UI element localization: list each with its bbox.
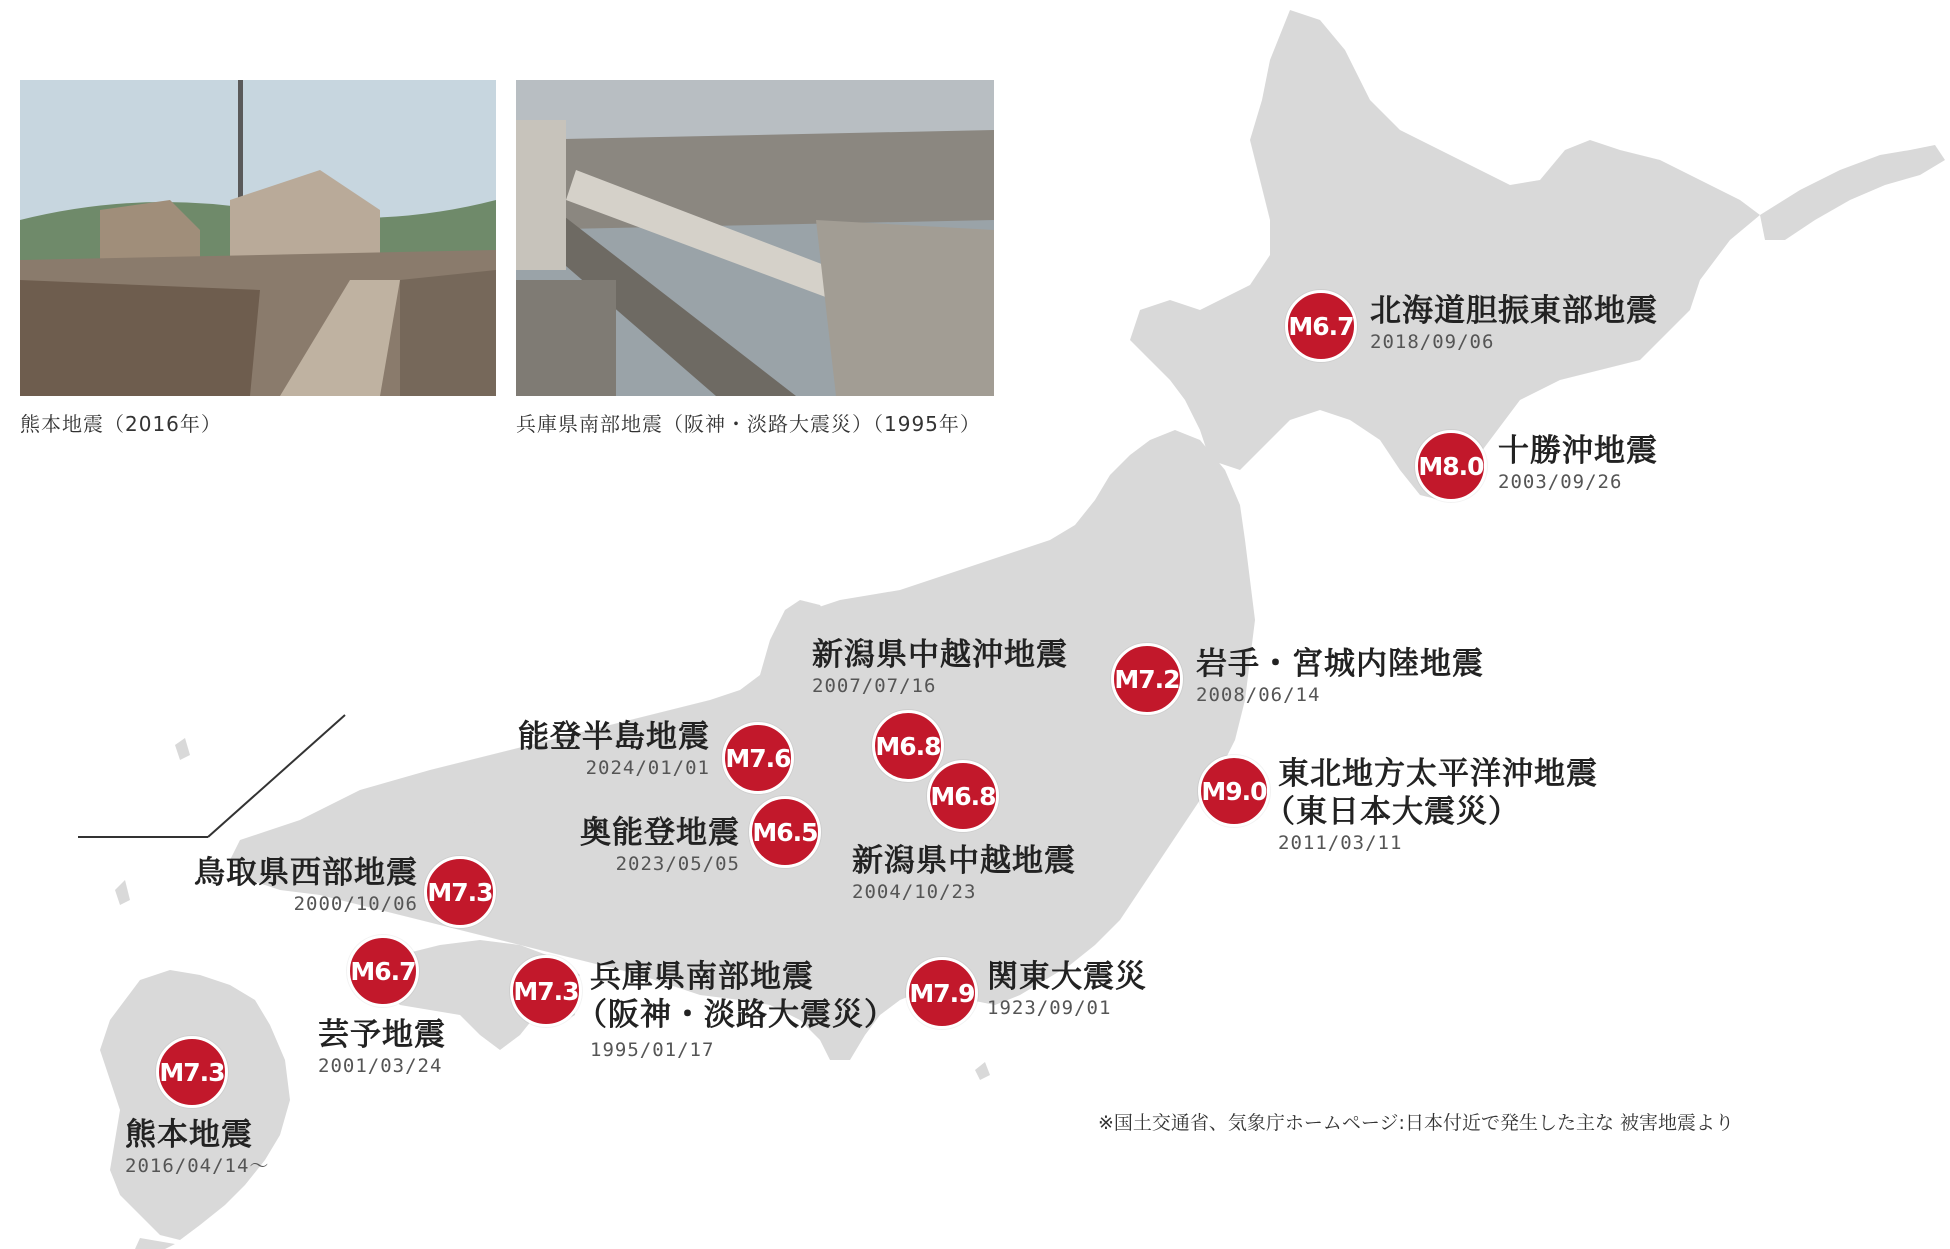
quake-name: 北海道胆振東部地震 xyxy=(1370,293,1658,329)
magnitude-badge-tottori: M7.3 xyxy=(424,856,496,928)
quake-date: 2024/01/01 xyxy=(585,757,710,779)
kumamoto-photo xyxy=(20,80,496,396)
quake-date: 2001/03/24 xyxy=(318,1055,443,1077)
quake-label-okunoto xyxy=(568,814,740,876)
quake-label-kanto xyxy=(987,958,1147,1020)
quake-name: 熊本地震 xyxy=(125,1117,253,1153)
quake-date: 2018/09/06 xyxy=(1370,331,1495,353)
quake-date: 2007/07/16 xyxy=(812,675,937,697)
quake-name: 奥能登地震 xyxy=(580,815,740,851)
quake-name: 岩手・宮城内陸地震 xyxy=(1196,646,1484,682)
quake-date: 1923/09/01 xyxy=(987,997,1112,1019)
source-note: ※国土交通省、気象庁ホームページ:日本付近で発生した主な 被害地震より xyxy=(1098,1112,1734,1134)
magnitude-badge-kumamoto: M7.3 xyxy=(156,1036,228,1108)
quake-label-geiyo xyxy=(318,1016,446,1078)
kumamoto-photo-caption: 熊本地震（2016年） xyxy=(20,412,222,436)
hanshin-photo-caption: 兵庫県南部地震（阪神・淡路大震災）（1995年） xyxy=(516,412,981,436)
quake-name: 関東大震災 xyxy=(987,959,1147,995)
quake-label-chuetsu xyxy=(852,842,1076,904)
magnitude-badge-okunoto: M6.5 xyxy=(749,796,821,868)
quake-date: 2011/03/11 xyxy=(1278,832,1403,854)
quake-date: 2023/05/05 xyxy=(615,853,740,875)
quake-name: 新潟県中越地震 xyxy=(852,843,1076,879)
quake-name: 芸予地震 xyxy=(318,1017,446,1053)
magnitude-badge-tokachi: M8.0 xyxy=(1415,430,1487,502)
magnitude-badge-tohoku: M9.0 xyxy=(1198,755,1270,827)
quake-date: 1995/01/17 xyxy=(590,1039,715,1061)
quake-date: 2016/04/14～ xyxy=(125,1155,270,1177)
quake-date: 2008/06/14 xyxy=(1196,684,1321,706)
quake-name-alt: （阪神・淡路大震災） xyxy=(576,997,896,1033)
quake-label-noto xyxy=(498,718,710,780)
magnitude-badge-hokkaido: M6.7 xyxy=(1285,290,1357,362)
quake-name: 東北地方太平洋沖地震 xyxy=(1278,756,1598,792)
quake-label-chuetsu-oki xyxy=(812,636,1068,698)
kuril-islands xyxy=(1760,145,1945,240)
magnitude-badge-kanto: M7.9 xyxy=(906,957,978,1029)
magnitude-badge-chuetsu-oki: M6.8 xyxy=(872,710,944,782)
quake-name: 兵庫県南部地震 xyxy=(590,959,814,995)
quake-label-tottori xyxy=(178,854,418,916)
quake-name: 鳥取県西部地震 xyxy=(194,855,418,891)
quake-name: 十勝沖地震 xyxy=(1498,433,1658,469)
magnitude-badge-hyogo: M7.3 xyxy=(510,955,582,1027)
quake-date: 2004/10/23 xyxy=(852,881,977,903)
quake-name-alt: （東日本大震災） xyxy=(1264,794,1520,830)
quake-label-hyogo xyxy=(576,958,896,1062)
quake-label-kumamoto xyxy=(125,1116,269,1178)
quake-date: 2003/09/26 xyxy=(1498,471,1623,493)
quake-label-iwate xyxy=(1196,645,1484,707)
magnitude-badge-iwate: M7.2 xyxy=(1111,643,1183,715)
quake-name: 新潟県中越沖地震 xyxy=(812,637,1068,673)
hokkaido-landmass xyxy=(1130,10,1760,500)
magnitude-badge-chuetsu: M6.8 xyxy=(927,760,999,832)
quake-date: 2000/10/06 xyxy=(293,893,418,915)
quake-label-hokkaido xyxy=(1370,292,1658,354)
magnitude-badge-noto: M7.6 xyxy=(722,722,794,794)
quake-name: 能登半島地震 xyxy=(518,719,710,755)
magnitude-badge-geiyo: M6.7 xyxy=(347,935,419,1007)
quake-label-tohoku xyxy=(1264,755,1598,855)
hanshin-photo xyxy=(516,80,994,396)
quake-label-tokachi xyxy=(1498,432,1658,494)
